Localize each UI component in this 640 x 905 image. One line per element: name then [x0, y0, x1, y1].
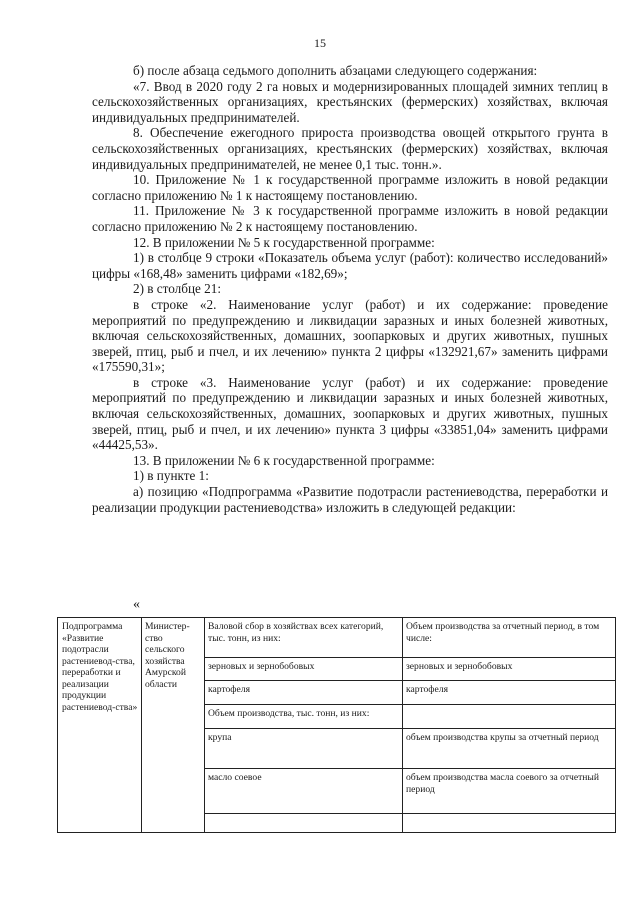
indicator-cell	[205, 618, 403, 658]
indicator-text: зерновых и зернобобовых	[208, 661, 315, 672]
paragraph: 8. Обеспечение ежегодного прироста производства овощей открытого грунта в сельскохозяйственных организациях, крестьянских (фермерских) хозяйствах, включая индивидуальных предпринимателей, не менее 0,1 тыс. тонн.».	[92, 125, 608, 172]
result-text: Объем производства за отчетный период, в том числе:	[406, 621, 600, 644]
indicator-text: Объем производства, тыс. тонн, из них:	[208, 708, 370, 719]
indicator-cell	[205, 729, 403, 769]
indicator-cell	[205, 658, 403, 681]
indicator-text: картофеля	[208, 684, 250, 695]
paragraph: а) позицию «Подпрограмма «Развитие подотрасли растениеводства, переработки и реализации продукции растениеводства» изложить в следующей редакции:	[92, 484, 608, 515]
paragraph: 12. В приложении № 5 к государственной программе:	[133, 234, 435, 250]
subprogram-name-cell	[58, 618, 142, 833]
indicator-text: Валовой сбор в хозяйствах всех категорий, тыс. тонн, из них:	[208, 621, 384, 644]
subprogram-table	[57, 617, 616, 833]
paragraph: 10. Приложение № 1 к государственной программе изложить в новой редакции согласно приложению № 1 к настоящему постановлению.	[92, 172, 608, 203]
result-cell	[403, 681, 616, 705]
result-cell	[403, 729, 616, 769]
indicator-text: крупа	[208, 732, 232, 743]
paragraph: 2) в столбце 21:	[133, 281, 222, 297]
result-cell	[403, 814, 616, 833]
result-cell	[403, 618, 616, 658]
indicator-cell	[205, 814, 403, 833]
paragraph: 13. В приложении № 6 к государственной программе:	[133, 452, 435, 468]
executor-name: Министер-ство сельского хозяйства Амурской области	[145, 621, 190, 690]
result-text: объем производства масла соевого за отчетный период	[406, 772, 600, 795]
document-body	[92, 63, 608, 515]
result-text: картофеля	[406, 684, 448, 695]
paragraph: в строке «2. Наименование услуг (работ) и их содержание: проведение мероприятий по предупреждению и ликвидации заразных и иных болезней животных, включая сельскохозяйственных, домашних, зоопарковых и других животных, пушных зверей, птиц, рыб и пчел, и их лечению» пункта 2 цифры «132921,67» заменить цифрами «175590,31»;	[92, 296, 608, 375]
executor-cell	[142, 618, 205, 833]
paragraph: 1) в пункте 1:	[133, 468, 209, 484]
result-text: зерновых и зернобобовых	[406, 661, 513, 672]
subprogram-name: Подпрограмма «Развитие подотрасли растениевод-ства, переработки и реализации продукции растениевод-ства»	[62, 621, 138, 713]
paragraph: 1) в столбце 9 строки «Показатель объема услуг (работ): количество исследований» цифры «168,48» заменить цифрами «182,69»;	[92, 250, 608, 281]
table-row	[58, 618, 616, 658]
indicator-cell	[205, 705, 403, 729]
indicator-cell	[205, 681, 403, 705]
paragraph: б) после абзаца седьмого дополнить абзацами следующего содержания:	[133, 63, 538, 78]
paragraph: 11. Приложение № 3 к государственной программе изложить в новой редакции согласно приложению № 2 к настоящему постановлению.	[92, 203, 608, 234]
paragraph: в строке «3. Наименование услуг (работ) и их содержание: проведение мероприятий по предупреждению и ликвидации заразных и иных болезней животных, включая сельскохозяйственных, домашних, зоопарковых и других животных, пушных зверей, птиц, рыб и пчел, и их лечению» пункта 3 цифры «33851,04» заменить цифрами «44425,53».	[92, 374, 608, 453]
opening-quote-mark: «	[133, 597, 140, 612]
result-cell	[403, 658, 616, 681]
page-number: 15	[314, 36, 326, 50]
result-cell	[403, 769, 616, 814]
result-text: объем производства крупы за отчетный период	[406, 732, 599, 743]
indicator-cell	[205, 769, 403, 814]
paragraph: «7. Ввод в 2020 году 2 га новых и модернизированных площадей зимних теплиц в сельскохозяйственных организациях, крестьянских (фермерских) хозяйствах, включая индивидуальных предпринимателей.	[92, 78, 608, 125]
indicator-text: масло соевое	[208, 772, 262, 783]
result-cell	[403, 705, 616, 729]
